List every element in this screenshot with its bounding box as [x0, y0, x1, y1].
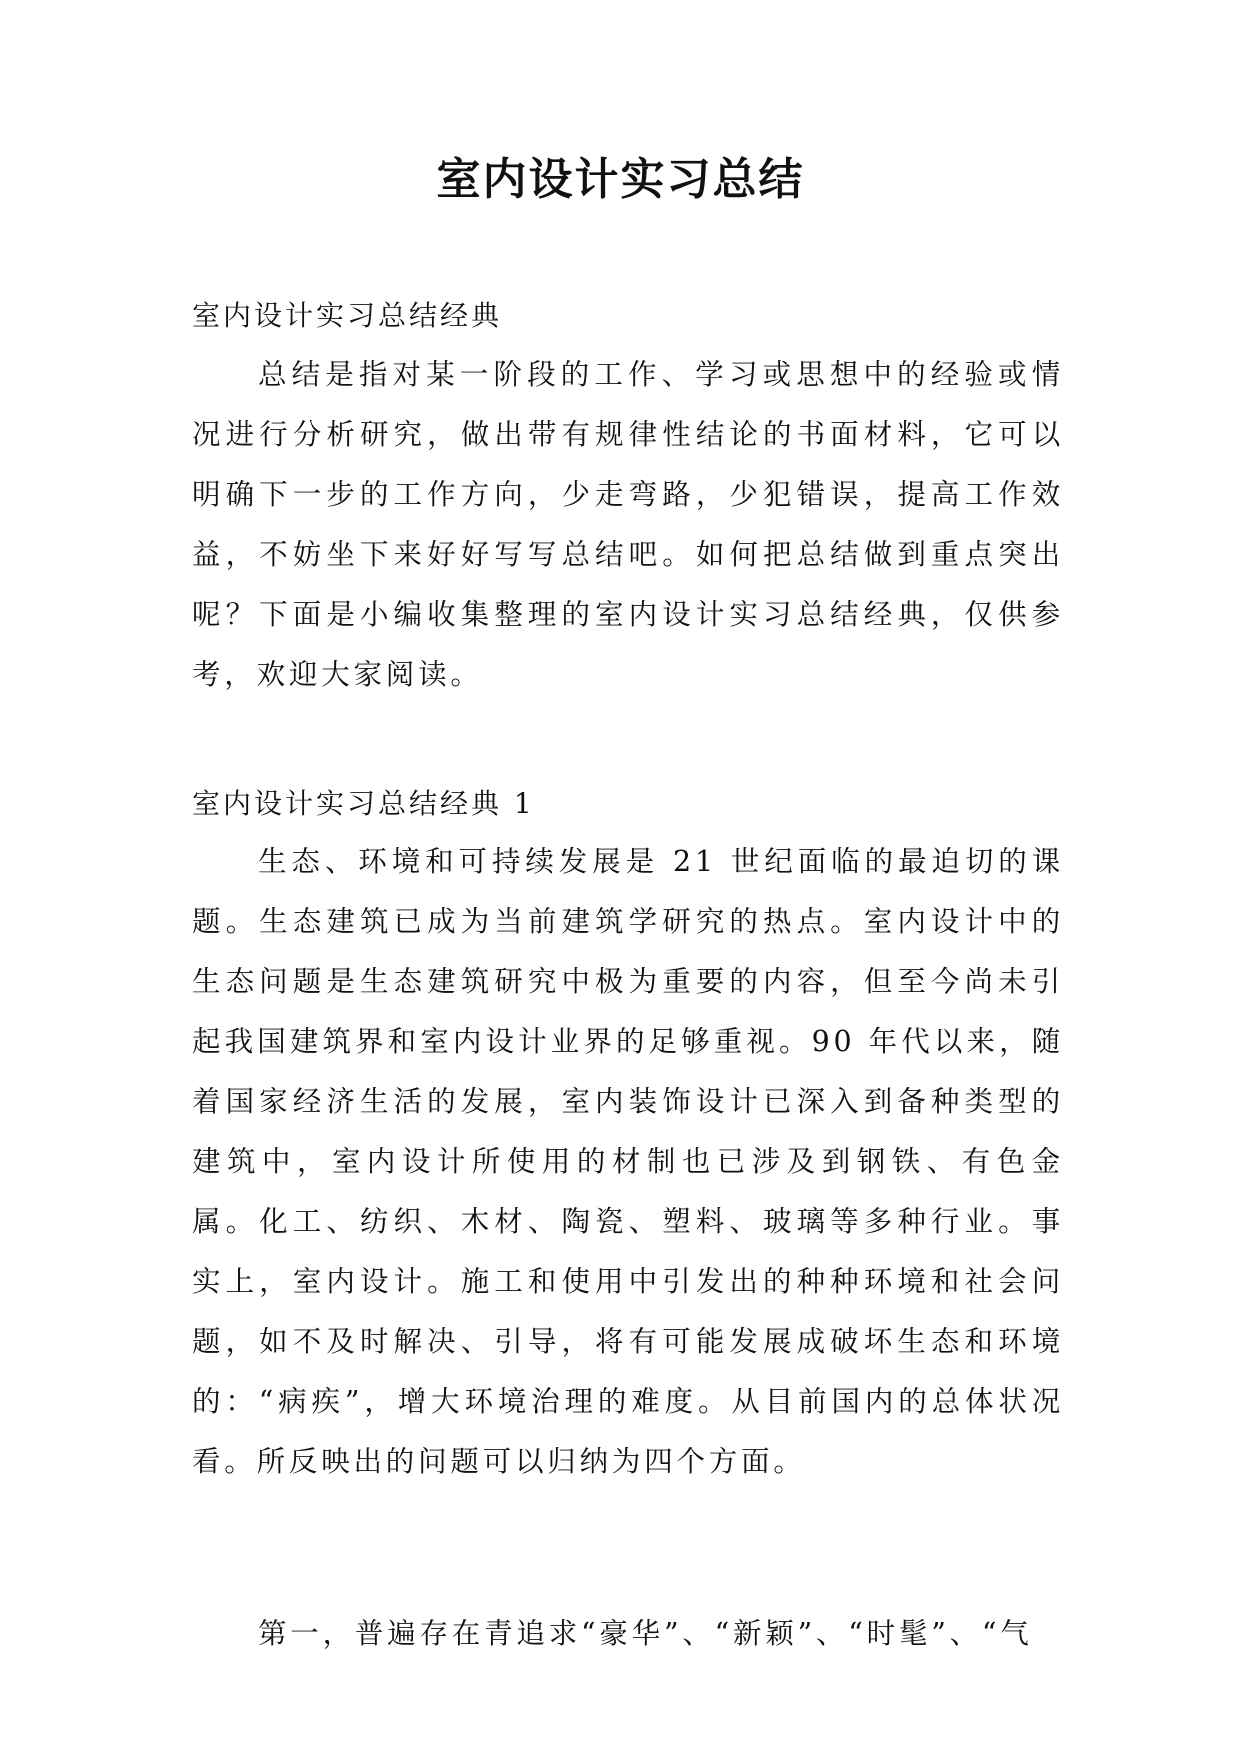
section-heading: 室内设计实习总结经典 — [192, 299, 503, 332]
intro-paragraph: 总结是指对某一阶段的工作、学习或思想中的经验或情况进行分析研究，做出带有规律性结论的书面材料，它可以明确下一步的工作方向，少走弯路，少犯错误，提高工作效益，不妨坐下来好好写写总结吧。如何把总结做到重点突出呢？下面是小编收集整理的室内设计实习总结经典，仅供参考，欢迎大家阅读。 — [192, 358, 1064, 691]
body-paragraph: 生态、环境和可持续发展是 21 世纪面临的最迫切的课题。生态建筑已成为当前建筑学研究的热点。室内设计中的生态问题是生态建筑研究中极为重要的内容，但至今尚未引起我国建筑界和室内设计业界的足够重视。90 年代以来，随着国家经济生活的发展，室内装饰设计已深入到备种类型的建筑中，室内设计所使用的材制也已涉及到钢铁、有色金属。化工、纺织、木材、陶瓷、塑料、玻璃等多种行业。事实上，室内设计。施工和使用中引发出的种种环境和社会问题，如不及时解决、引导，将有可能发展成破坏生态和环境的：“病疾”，增大环境治理的难度。从目前国内的总体状况看。所反映出的问题可以归纳为四个方面。 — [192, 845, 1064, 1478]
section-heading: 室内设计实习总结经典 1 — [192, 787, 535, 820]
body-paragraph: 第一，普遍存在青追求“豪华”、“新颖”、“时髦”、“气 — [258, 1617, 1033, 1650]
document-title: 室内设计实习总结 — [436, 154, 805, 205]
